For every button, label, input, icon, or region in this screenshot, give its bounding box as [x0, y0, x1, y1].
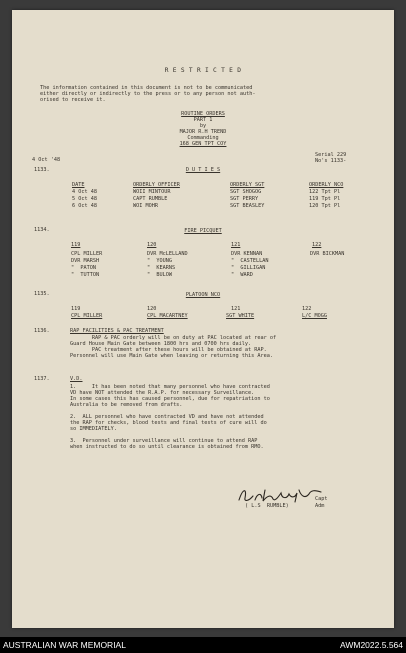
notice-line-3: orised to receive it.: [40, 97, 106, 103]
para-number: 1135.: [34, 291, 50, 297]
platoon-col-head: 119: [71, 306, 81, 312]
fire-picquet-title: FIRE PICQUET: [184, 228, 222, 234]
fire-col-head: 120: [147, 242, 157, 248]
fire-name: " BULOW: [147, 272, 172, 278]
duties-header-sgt: ORDERLY SGT: [230, 182, 265, 188]
rap-line: PAC treatment after these hours will be obtained at RAP.: [70, 347, 267, 353]
vd-line: 2. ALL personnel who have contracted VD and have not attended: [70, 414, 264, 420]
vd-line: so IMMEDIATELY.: [70, 426, 117, 432]
rap-line: Personnel will use Main Gate when leaving or returning this Area.: [70, 353, 274, 359]
fire-name: DVR BICKMAN: [310, 251, 345, 257]
para-number: 1136.: [34, 328, 50, 334]
para-number: 1134.: [34, 227, 50, 233]
vd-line: Australia to be removed from drafts.: [70, 402, 183, 408]
platoon-col-head: 122: [302, 306, 312, 312]
platoon-name: SGT WHITE: [226, 313, 255, 319]
vd-title: V.D.: [70, 376, 83, 382]
fire-name: DVR KENNAN: [231, 251, 263, 257]
duties-header-nco: ORDERLY NCO: [309, 182, 344, 188]
duty-cell: SGT BEASLEY: [230, 203, 265, 209]
platoon-nco-title: PLATOON NCO: [185, 292, 221, 298]
fire-name: " CASTELLAN: [231, 258, 269, 264]
signatory-role: Adm: [315, 503, 325, 509]
fire-col-head: 119: [71, 242, 81, 248]
duty-cell: 120 Tpt Pl: [309, 203, 341, 209]
vd-line: In some cases this has caused personnel, due for repatriation to: [70, 396, 270, 402]
commanding-label: Commanding: [187, 135, 219, 141]
order-numbers: No's 1133-: [315, 158, 347, 164]
fire-name: " YOUNG: [147, 258, 172, 264]
order-date: 4 Oct '48: [32, 157, 61, 163]
footer-reference: AWM2022.5.564: [340, 640, 403, 650]
duty-cell: 6 Oct 48: [72, 203, 97, 209]
duty-cell: SGT SHOGOG: [230, 189, 262, 195]
rap-line: RAP & PAC orderly will be on duty at PAC located at rear of: [70, 335, 277, 341]
part-label: PART 1: [193, 117, 213, 123]
serial-number: Serial 229: [315, 152, 347, 158]
vd-line: 3. Personnel under surveillance will continue to attend RAP: [70, 438, 258, 444]
fire-name: " GILLIGAN: [231, 265, 266, 271]
notice-line-2: either directly or indirectly to the press or to any person not auth-: [40, 91, 256, 97]
routine-orders-title: ROUTINE ORDERS: [181, 111, 225, 117]
by-label: by: [199, 123, 207, 129]
unit-name: 168 GEN TPT COY: [179, 141, 227, 147]
rap-title: RAP FACILITIES & PAC TREATMENT: [70, 328, 164, 334]
vd-line: the RAP for checks, blood tests and final tests of cure will do: [70, 420, 267, 426]
fire-name: " TUTTON: [71, 272, 100, 278]
duty-cell: WOII MINTOUR: [133, 189, 171, 195]
signature-rank: Capt: [315, 496, 328, 502]
document-page: [12, 10, 394, 628]
duty-cell: CAPT RUMBLE: [133, 196, 168, 202]
fire-name: CPL MILLER: [71, 251, 103, 257]
vd-line: when instructed to do so until clearance is obtained from RMO.: [70, 444, 264, 450]
fire-name: " PATON: [71, 265, 96, 271]
platoon-name: CPL MACARTNEY: [147, 313, 188, 319]
fire-col-head: 121: [231, 242, 241, 248]
rap-line: Guard House Main Gate between 1800 hrs and 0700 hrs daily.: [70, 341, 252, 347]
archive-footer: [0, 637, 406, 653]
duties-header-date: DATE: [72, 182, 85, 188]
para-number: 1137.: [34, 376, 50, 382]
platoon-name: L/C MOGG: [302, 313, 327, 319]
duty-cell: 122 Tpt Pl: [309, 189, 341, 195]
platoon-col-head: 121: [231, 306, 241, 312]
duty-cell: 119 Tpt Pl: [309, 196, 341, 202]
para-number: 1133.: [34, 167, 50, 173]
classification-heading: R E S T R I C T E D: [164, 67, 242, 74]
fire-name: " KEARNS: [147, 265, 176, 271]
fire-name: " WARD: [231, 272, 253, 278]
duty-cell: 4 Oct 48: [72, 189, 97, 195]
fire-name: DVR McLELLAND: [147, 251, 188, 257]
commander-name: MAJOR R.H TREND: [179, 129, 227, 135]
duty-cell: SGT PERRY: [230, 196, 259, 202]
notice-line-1: The information contained in this document is not to be communicated: [40, 85, 253, 91]
footer-institution: AUSTRALIAN WAR MEMORIAL: [3, 640, 126, 650]
vd-line: VD have NOT attended the R.A.P. for necessary Surveillance.: [70, 390, 255, 396]
platoon-col-head: 120: [147, 306, 157, 312]
signatory-name: ( L.S RUMBLE): [245, 503, 289, 509]
duties-header-officer: ORDERLY OFFICER: [133, 182, 180, 188]
duty-cell: 5 Oct 48: [72, 196, 97, 202]
platoon-name: CPL MILLER: [71, 313, 103, 319]
duty-cell: WOI MOHR: [133, 203, 158, 209]
fire-name: DVR MARSH: [71, 258, 100, 264]
vd-line: 1. It has been noted that many personnel who have contracted: [70, 384, 270, 390]
fire-col-head: 122: [312, 242, 322, 248]
duties-title: D U T I E S: [185, 167, 221, 173]
